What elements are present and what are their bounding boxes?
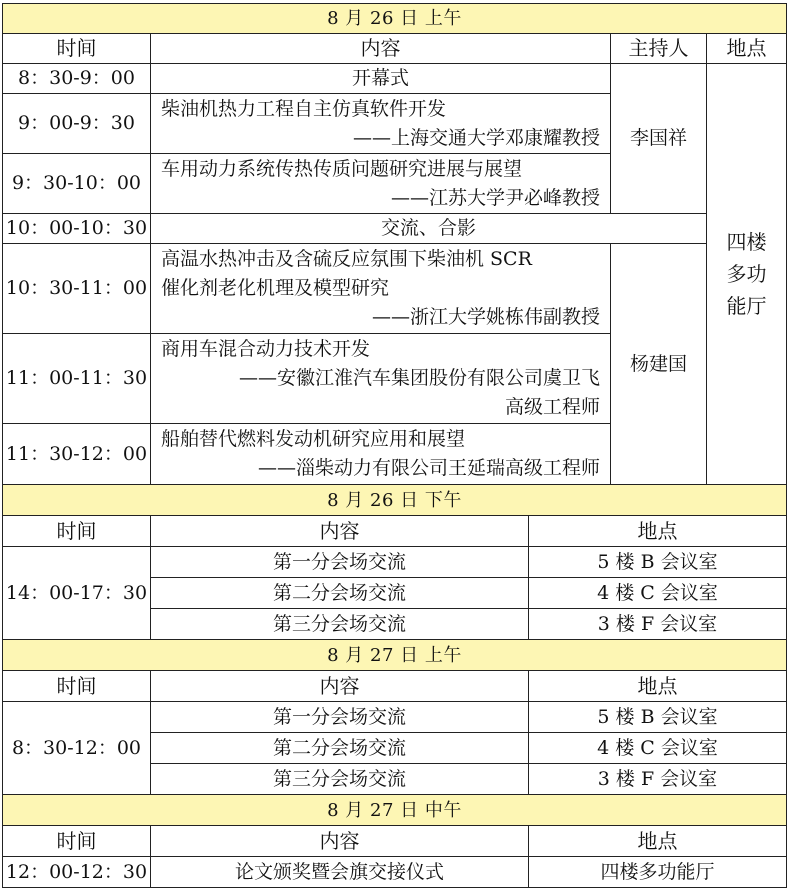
table-row	[3, 547, 787, 578]
venue-cell: 4 楼 C 会议室	[529, 578, 787, 609]
content-cell	[151, 214, 707, 244]
time-cell: 9：30-10：00	[3, 154, 151, 214]
column-header-time: 时间	[3, 671, 151, 702]
host-cell: 李国祥	[611, 64, 707, 214]
content-cell: 第三分会场交流	[151, 764, 529, 795]
venue-cell: 3 楼 F 会议室	[529, 609, 787, 640]
content-cell	[151, 244, 611, 334]
schedule-sheet	[2, 3, 786, 887]
content-cell: 第二分会场交流	[151, 578, 529, 609]
session-title: 柴油机热力工程自主仿真软件开发	[161, 97, 447, 120]
time-cell: 9：00-9：30	[3, 94, 151, 154]
column-header-content: 内容	[151, 826, 529, 857]
column-header-time: 时间	[3, 826, 151, 857]
time-cell: 8：30-9：00	[3, 64, 151, 94]
time-cell: 11：30-12：00	[3, 424, 151, 485]
column-header-host: 主持人	[611, 34, 707, 64]
venue-cell: 4 楼 C 会议室	[529, 733, 787, 764]
session-speaker: ——江苏大学尹必峰教授	[390, 186, 600, 209]
content-cell: 论文颁奖暨会旗交接仪式	[151, 857, 529, 888]
session-title: 高温水热冲击及含硫反应氛围下柴油机 SCR	[161, 248, 532, 270]
content-cell	[151, 154, 611, 214]
column-header-content: 内容	[151, 34, 611, 64]
column-header-time: 时间	[3, 34, 151, 64]
session-title: 交流、合影	[380, 217, 476, 239]
venue-line: 能厅	[726, 294, 767, 318]
content-cell: 第一分会场交流	[151, 702, 529, 733]
section-header-0826-afternoon: 8 月 26 日 下午	[3, 485, 787, 516]
venue-line: 四楼	[726, 230, 767, 254]
table-row	[3, 244, 787, 334]
column-header-content: 内容	[151, 671, 529, 702]
section-header-0827-noon: 8 月 27 日 中午	[3, 795, 787, 826]
content-cell	[151, 424, 611, 485]
session-title: 车用动力系统传热传质问题研究进展与展望	[161, 157, 523, 180]
venue-cell: 5 楼 B 会议室	[529, 547, 787, 578]
column-header-content: 内容	[151, 516, 529, 547]
session-title: 船舶替代燃料发动机研究应用和展望	[161, 428, 466, 450]
content-cell: 第二分会场交流	[151, 733, 529, 764]
session-speaker-title: 高级工程师	[504, 396, 600, 418]
venue-cell: 5 楼 B 会议室	[529, 702, 787, 733]
column-header-venue: 地点	[529, 516, 787, 547]
table-row	[3, 214, 787, 244]
section-header-0827-morning: 8 月 27 日 上午	[3, 640, 787, 671]
table-row	[3, 702, 787, 733]
column-header-venue: 地点	[529, 826, 787, 857]
column-header-venue: 地点	[707, 34, 787, 64]
session-speaker: ——淄柴动力有限公司王延瑞高级工程师	[257, 457, 600, 479]
time-cell: 10：00-10：30	[3, 214, 151, 244]
content-cell: 第一分会场交流	[151, 547, 529, 578]
column-header-time: 时间	[3, 516, 151, 547]
session-speaker: ——安徽江淮汽车集团股份有限公司虞卫飞	[238, 367, 600, 389]
content-cell	[151, 334, 611, 424]
schedule-table-0826-morning	[2, 3, 787, 485]
session-title-continued: 催化剂老化机理及模型研究	[161, 277, 390, 299]
section-header-0826-morning: 8 月 26 日 上午	[3, 4, 787, 34]
venue-line: 多功	[726, 262, 767, 286]
column-header-venue: 地点	[529, 671, 787, 702]
session-title: 商用车混合动力技术开发	[161, 338, 371, 360]
content-cell	[151, 64, 611, 94]
time-cell: 14：00-17：30	[3, 547, 151, 640]
time-cell: 10：30-11：00	[3, 244, 151, 334]
content-cell	[151, 94, 611, 154]
venue-cell: 3 楼 F 会议室	[529, 764, 787, 795]
schedule-table-0826-afternoon	[2, 484, 787, 888]
time-cell: 11：00-11：30	[3, 334, 151, 424]
table-row	[3, 64, 787, 94]
session-speaker: ——浙江大学姚栋伟副教授	[371, 306, 600, 328]
table-row	[3, 857, 787, 888]
session-speaker: ——上海交通大学邓康耀教授	[352, 126, 600, 149]
session-title: 开幕式	[351, 67, 409, 89]
venue-cell: 四楼多功能厅	[529, 857, 787, 888]
time-cell: 12：00-12：30	[3, 857, 151, 888]
content-cell: 第三分会场交流	[151, 609, 529, 640]
venue-cell	[707, 64, 787, 485]
time-cell: 8：30-12：00	[3, 702, 151, 795]
host-cell: 杨建国	[611, 244, 707, 485]
